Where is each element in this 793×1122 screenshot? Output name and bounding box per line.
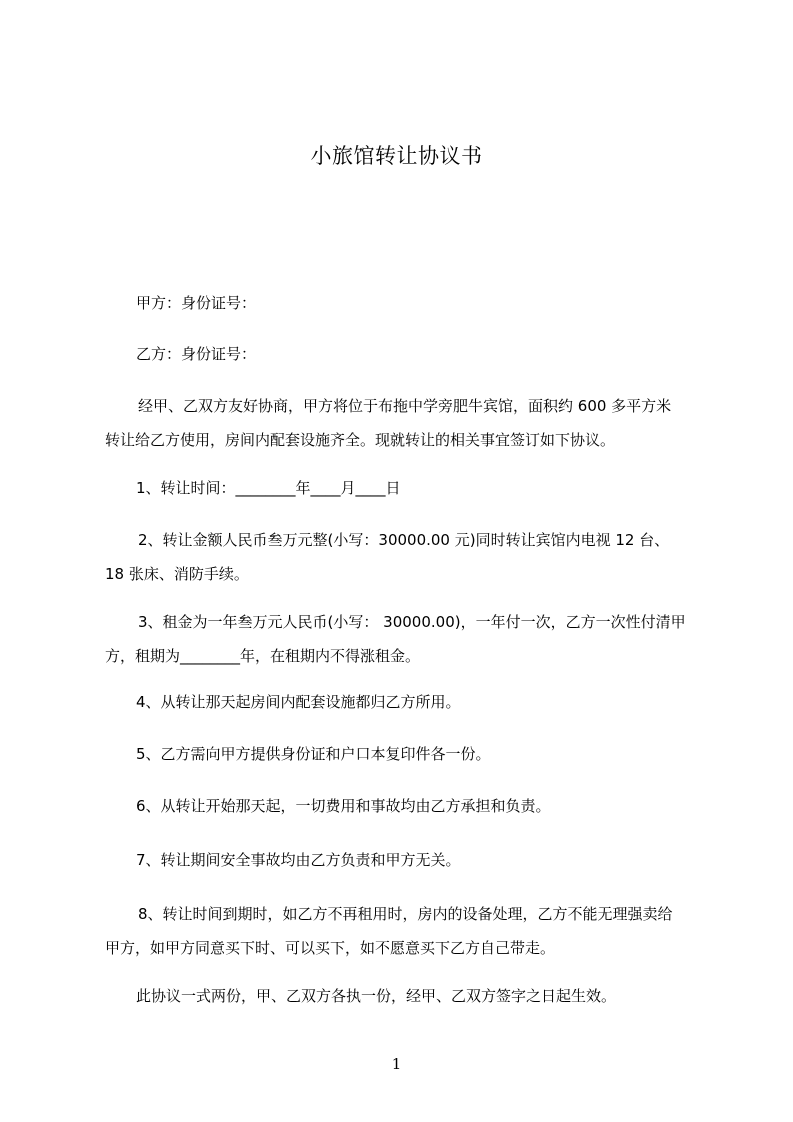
- clause-7-text: 7、转让期间安全事故均由乙方负责和甲方无关。: [136, 851, 461, 869]
- party-a-text: 甲方：身份证号：: [136, 294, 257, 312]
- document-title: 小旅馆转让协议书: [310, 144, 483, 168]
- page-number: 1: [391, 1055, 402, 1073]
- clause-2-line-1: 2、转让金额人民币叁万元整(小写：30000.00 元)同时转让宾馆内电视 12 台、: [138, 531, 670, 549]
- clause-2-line-2: 18 张床、消防手续。: [105, 565, 249, 583]
- clause-4-text: 4、从转让那天起房间内配套设施都归乙方所用。: [136, 693, 461, 711]
- party-a-line: [105, 286, 693, 320]
- clause-8-line-2: 甲方，如甲方同意买下时、可以买下，如不愿意买下乙方自己带走。: [105, 939, 556, 957]
- party-b-line: [105, 337, 693, 371]
- intro-paragraph: [105, 389, 693, 457]
- clause-5-text: 5、乙方需向甲方提供身份证和户口本复印件各一份。: [136, 745, 491, 763]
- clause-1-text: 1、转让时间：________年____月____日: [136, 479, 401, 497]
- clause-4: [105, 685, 693, 719]
- clause-1: [105, 471, 693, 505]
- intro-line-2: 转让给乙方使用，房间内配套设施齐全。现就转让的相关事宜签订如下协议。: [105, 431, 616, 449]
- clause-3: [105, 605, 693, 673]
- clause-6: [105, 789, 693, 823]
- closing-text: 此协议一式两份，甲、乙双方各执一份，经甲、乙双方签字之日起生效。: [136, 987, 617, 1005]
- clause-5: [105, 737, 693, 771]
- clause-2: [105, 523, 693, 591]
- intro-line-1: 经甲、乙双方友好协商，甲方将位于布拖中学旁肥牛宾馆，面积约 600 多平方米: [138, 397, 672, 415]
- clause-6-text: 6、从转让开始那天起，一切费用和事故均由乙方承担和负责。: [136, 797, 551, 815]
- clause-8-line-1: 8、转让时间到期时，如乙方不再租用时，房内的设备处理，乙方不能无理强卖给: [138, 905, 673, 923]
- clause-3-line-1: 3、租金为一年叁万元人民币(小写： 30000.00)，一年付一次，乙方一次性付清甲: [138, 613, 686, 631]
- clause-3-line-2: 方，租期为________年，在租期内不得涨租金。: [105, 647, 421, 665]
- party-b-text: 乙方：身份证号：: [136, 345, 257, 363]
- clause-8: [105, 897, 693, 965]
- clause-7: [105, 843, 693, 877]
- closing-statement: [105, 979, 693, 1013]
